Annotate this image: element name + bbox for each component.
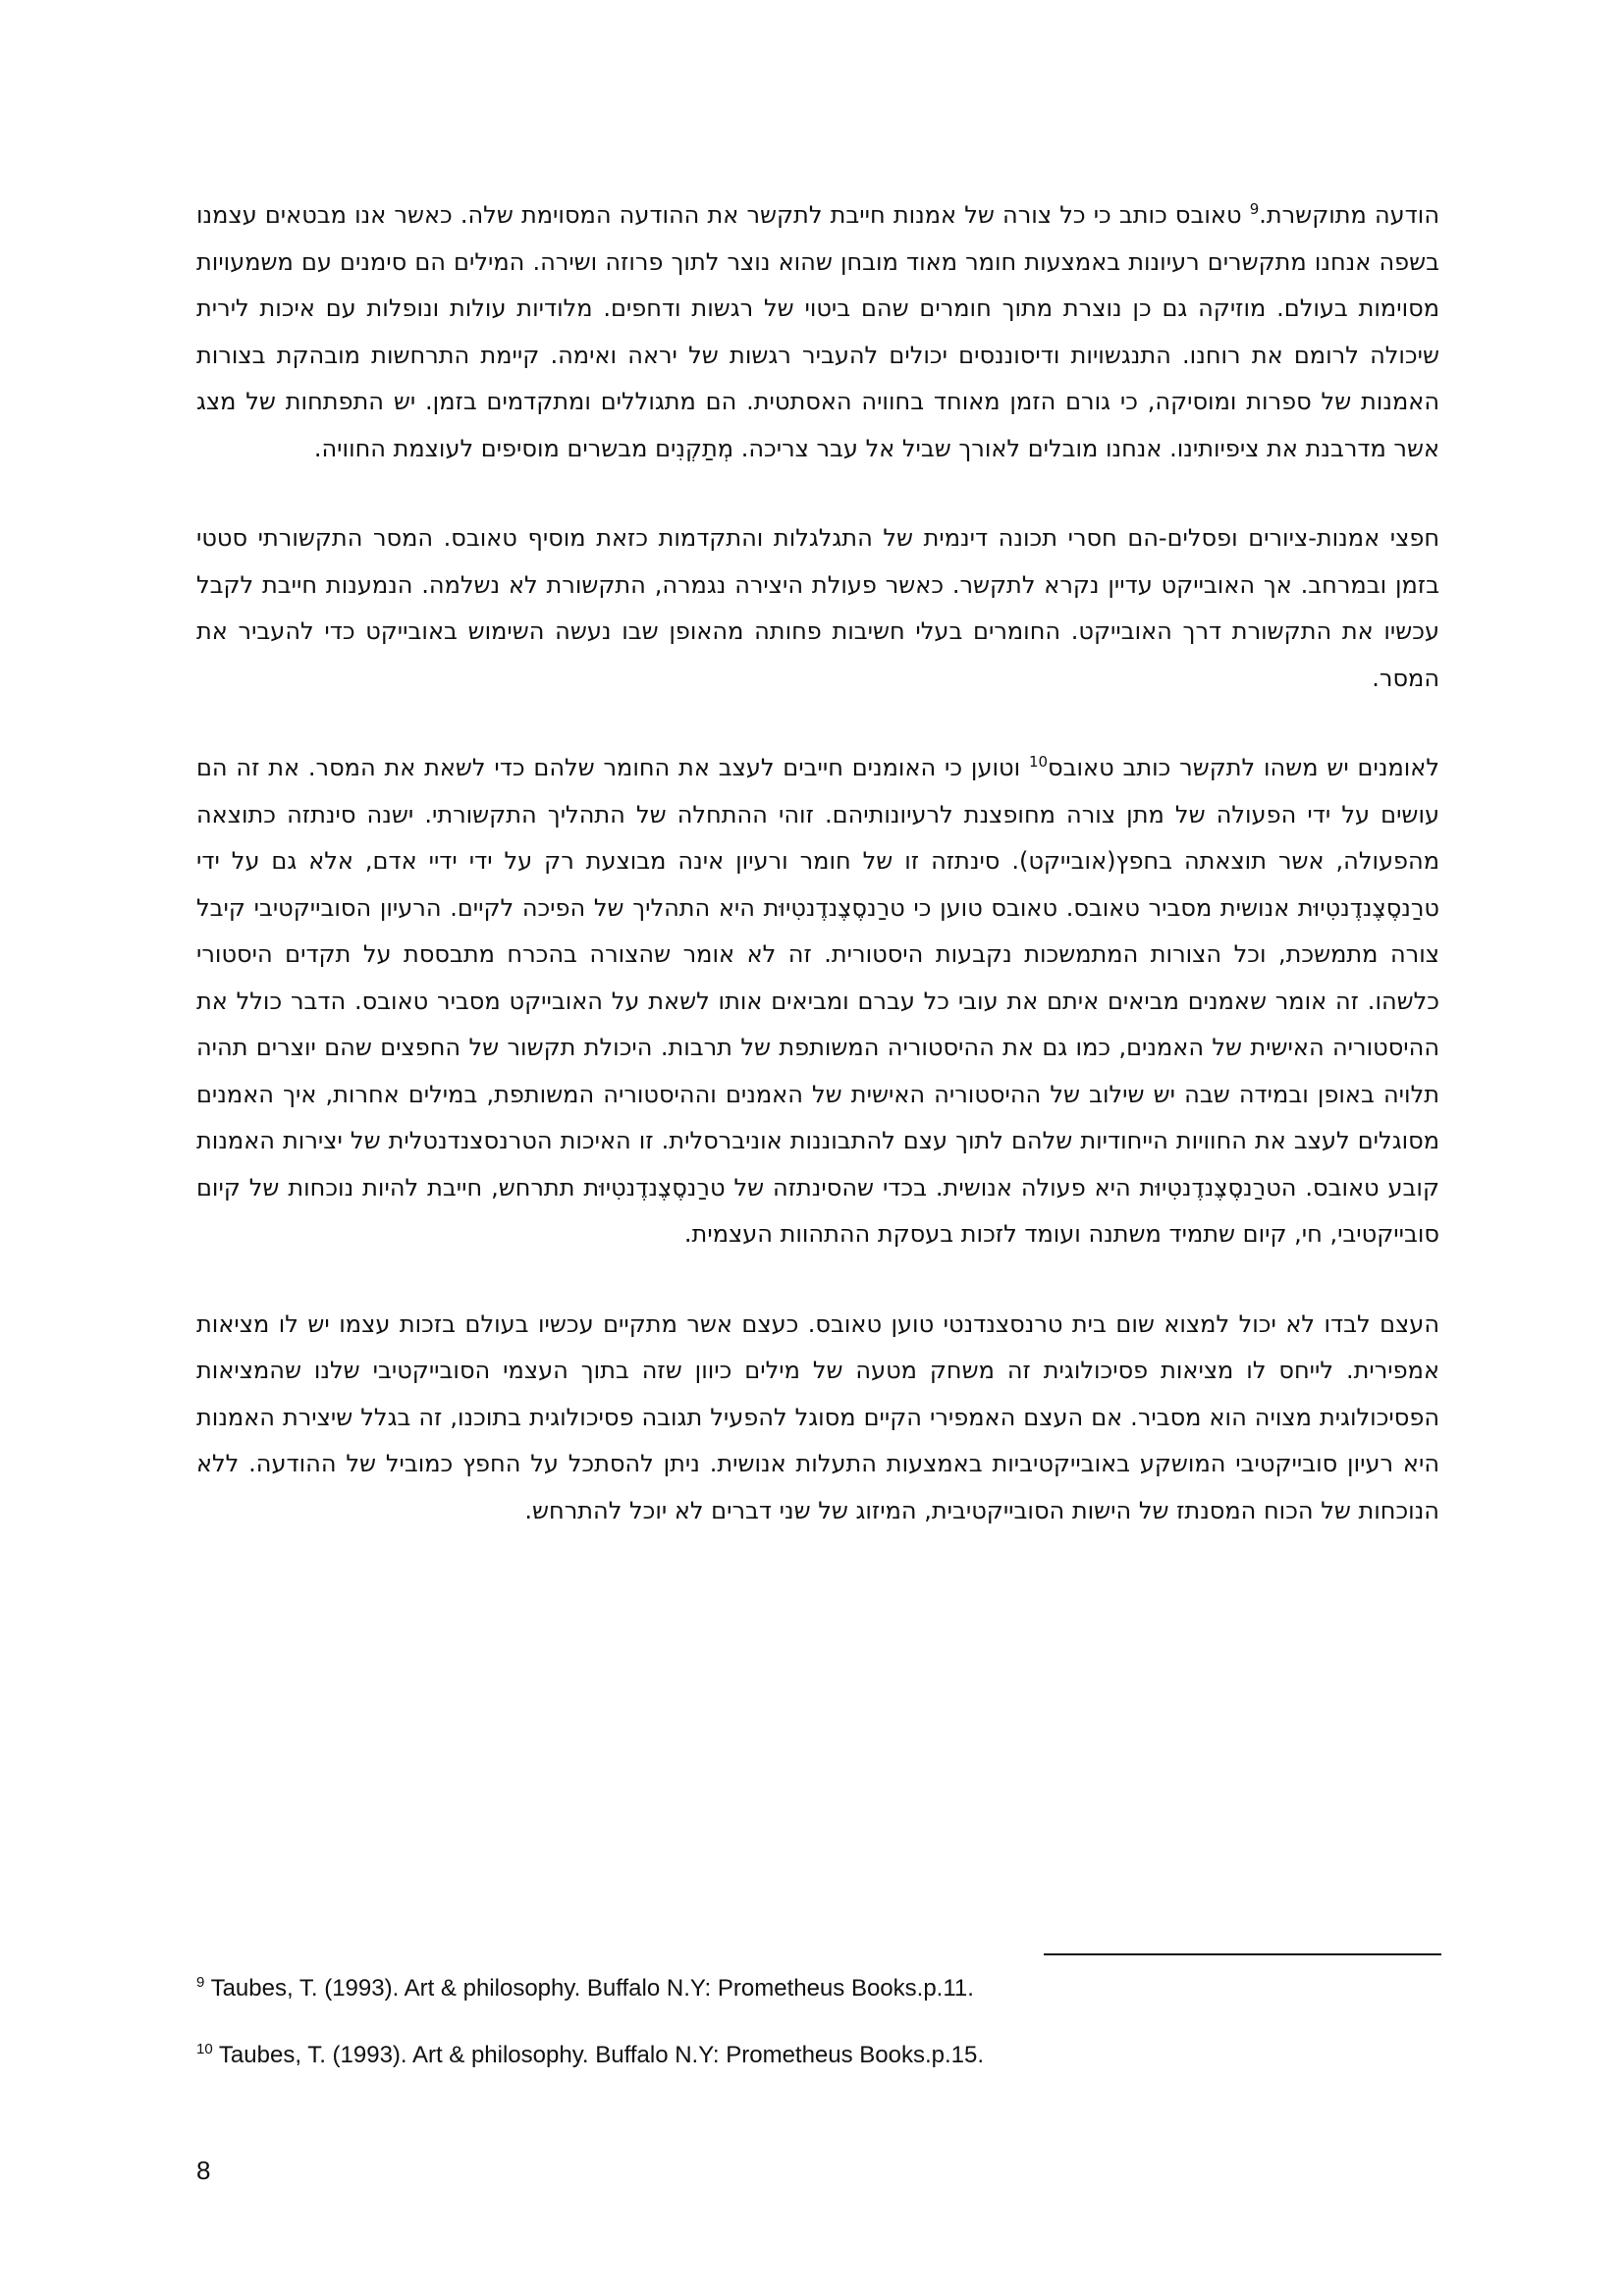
footnote-number: 9 <box>196 1974 205 1991</box>
footnote-number: 10 <box>196 2041 213 2057</box>
paragraph-1 <box>196 192 1439 472</box>
footnote-reference[interactable]: 9 <box>1249 200 1260 218</box>
paragraph-text: וטוען כי האומנים חייבים לעצב את החומר שלהם כדי לשאת את המסר. את זה הם עושים על ידי הפעולה של מתן צורה מחופצנת לרעיונותיהם. זוהי ההתחלה של התהליך התקשורתי. ישנה סינתזה כתוצאה מהפעולה, אשר תוצאתה בחפץ(אובייקט). סינתזה זו של חומר ורעיון אינה מבוצעת רק על ידי ידיי אדם, אלא גם על ידי טרַנסֶצֶנדֶנטִיוּת אנושית מסביר טאובס. טאובס טוען כי טרַנסֶצֶנדֶנטִיוּת היא התהליך של הפיכה לקיים. הרעיון הסובייקטיבי קיבל צורה מתמשכת, וכל הצורות המתמשכות נקבעות היסטורית. זה לא אומר שהצורה בהכרח מתבססת על תקדים היסטורי כלשהו. זה אומר שאמנים מביאים איתם את עובי כל עברם ומביאים אותו לשאת על האובייקט מסביר טאובס. הדבר כולל את ההיסטוריה האישית של האמנים, כמו גם את ההיסטוריה המשותפת של תרבות. היכולת תקשור של החפצים שהם יוצרים תהיה תלויה באופן ובמידה שבה יש שילוב של ההיסטוריה האישית של האמנים וההיסטוריה המשותפת, במילים אחרות, איך האמנים מסוגלים לעצב את החוויות הייחודיות שלהם לתוך עצם להתבוננות אוניברסלית. זו האיכות הטרנסצנדנטלית של יצירות האמנות קובע טאובס. הטרַנסֶצֶנדֶנטִיוּת היא פעולה אנושית. בכדי שהסינתזה של טרַנסֶצֶנדֶנטִיוּת תתרחש, חייבת להיות נוכחות של קיום סובייקטיבי, חי, קיום שתמיד משתנה ועומד לזכות בעסקת ההתהוות העצמית. <box>196 754 1439 1248</box>
footnote-separator <box>1044 1953 1441 1955</box>
page-number: 8 <box>196 2156 211 2185</box>
paragraph-text: טאובס כותב כי כל צורה של אמנות חייבת לתקשר את ההודעה המסוימת שלה. כאשר אנו מבטאים עצמנו בשפה אנחנו מתקשרים רעיונות באמצעות חומר מאוד מובחן שהוא נוצר לתוך פרוזה ושירה. המילים הם סימנים עם משמעויות מסוימות בעולם. מוזיקה גם כן נוצרת מתוך חומרים שהם ביטוי של רגשות ודחפים. מלודיות עולות ונופלות עם איכות לירית שיכולה לרומם את רוחנו. התנגשויות ודיסוננסים יכולים להעביר רגשות של יראה ואימה. קיימת התרחשות מובהקת בצורות האמנות של ספרות ומוסיקה, כי גורם הזמן מאוחד בחוויה האסתטית. הם מתגוללים ומתקדמים בזמן. יש התפתחות של מצג אשר מדרבנת את ציפיותינו. אנחנו מובלים לאורך שביל אל עבר צריכה. מְתַקְנִים מבשרים מוסיפים לעוצמת החוויה. <box>196 201 1439 462</box>
paragraph-4 <box>196 1302 1439 1535</box>
footnotes <box>196 1973 1439 2107</box>
paragraph-text: הודעה מתוקשרת. <box>1259 201 1440 229</box>
footnote-text: Taubes, T. (1993). Art & philosophy. Buffalo N.Y: Prometheus Books.p.11. <box>204 1975 974 2002</box>
footnote-reference[interactable]: 10 <box>1028 753 1049 771</box>
footnote-item <box>196 2040 1439 2071</box>
paragraph-text: לאומנים יש משהו לתקשר כותב טאובס <box>1048 754 1439 781</box>
paragraph-text: העצם לבדו לא יכול למצוא שום בית טרנסצנדנטי טוען טאובס. כעצם אשר מתקיים עכשיו בעולם בזכות עצמו יש לו מציאות אמפירית. לייחס לו מציאות פסיכולוגית זה משחק מטעה של מילים כיוון שזה בתוך העצמי הסובייקטיבי שלנו שהמציאות הפסיכולוגית מצויה הוא מסביר. אם העצם האמפירי הקיים מסוגל להפעיל תגובה פסיכולוגית בתוכנו, זה בגלל שיצירת האמנות היא רעיון סובייקטיבי המושקע באובייקטיביות באמצעות התעלות אנושית. ניתן להסתכל על החפץ כמוביל של ההודעה. ללא הנוכחות של הכוח המסנתז של הישות הסובייקטיבית, המיזוג של שני דברים לא יוכל להתרחש. <box>196 1309 1439 1524</box>
paragraph-text: חפצי אמנות-ציורים ופסלים-הם חסרי תכונה דינמית של התגלגלות והתקדמות כזאת מוסיף טאובס. המסר התקשורתי סטטי בזמן ובמרחב. אך האובייקט עדיין נקרא לתקשר. כאשר פעולת היצירה נגמרה, התקשורת לא נשלמה. הנמענות חייבת לקבל עכשיו את התקשורת דרך האובייקט. החומרים בעלי חשיבות פחותה מהאופן שבו נעשה השימוש באובייקט כדי להעביר את המסר. <box>196 524 1439 692</box>
footnote-item <box>196 1973 1439 2004</box>
body-text <box>196 192 1439 1577</box>
footnote-text: Taubes, T. (1993). Art & philosophy. Buffalo N.Y: Prometheus Books.p.15. <box>212 2042 985 2068</box>
paragraph-2 <box>196 515 1439 702</box>
paragraph-3 <box>196 745 1439 1258</box>
